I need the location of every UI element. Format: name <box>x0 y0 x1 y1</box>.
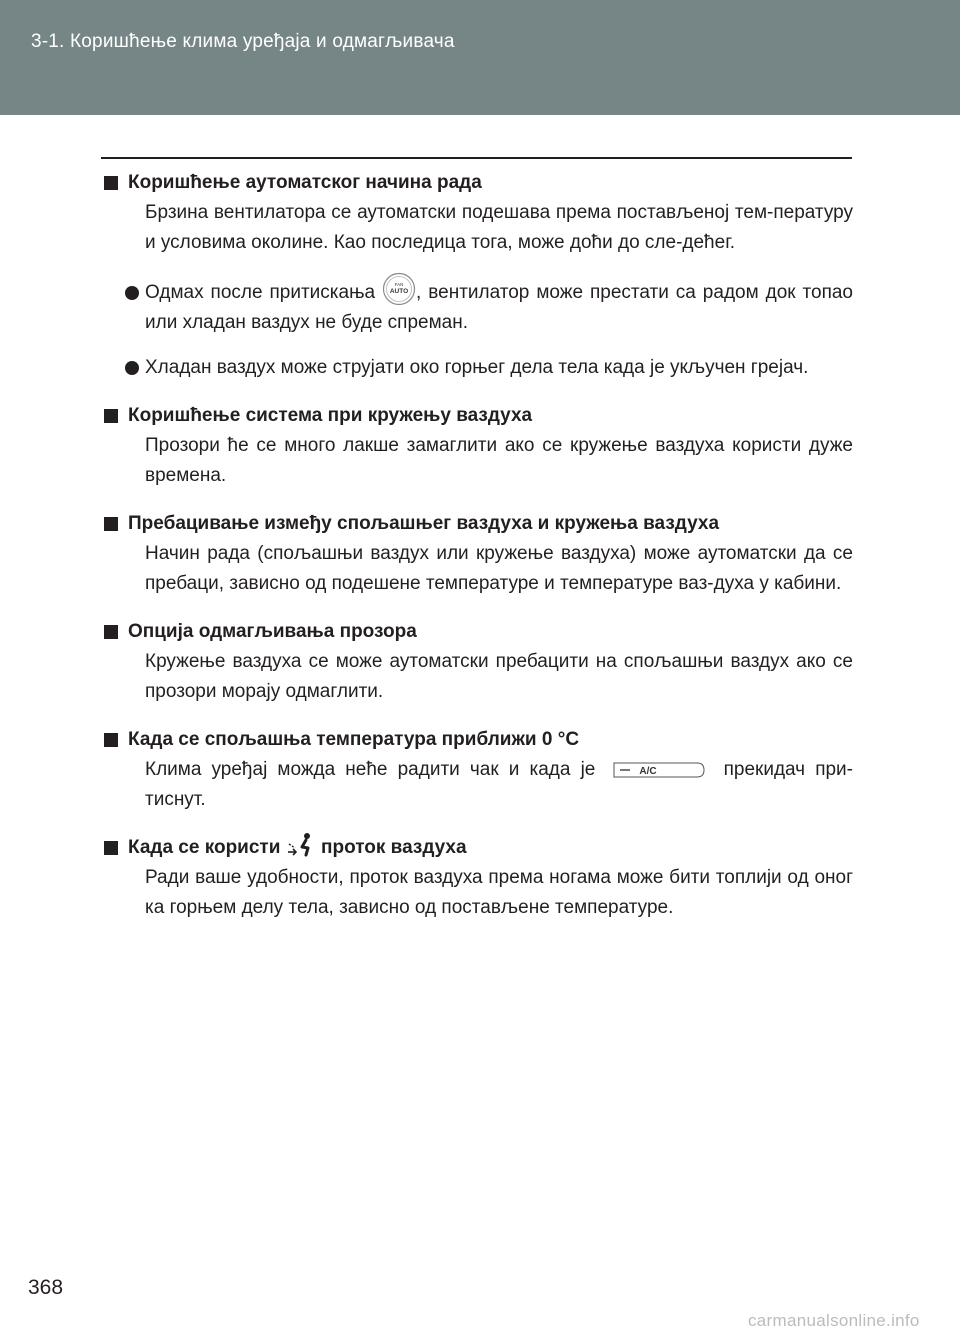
section-heading <box>101 509 853 539</box>
section-heading <box>101 725 853 755</box>
body-text-before: Клима уређај можда неће радити чак и када је <box>145 759 606 780</box>
ac-switch-icon <box>611 759 707 781</box>
bullet-item <box>101 278 853 338</box>
section-body: Прозори ће се много лакше замаглити ако се кружење ваздуха користи дуже времена. <box>145 435 853 486</box>
section-heading <box>101 401 853 431</box>
watermark: carmanualsonline.info <box>748 1311 920 1330</box>
heading-text: Када се спољашња температура приближи 0 °C <box>128 729 580 750</box>
bullet-text: Хладан ваздух може струјати око горњег дела тела када је укључен грејач. <box>145 357 809 378</box>
section-foot-airflow <box>101 833 853 923</box>
section-defog-option <box>101 617 853 707</box>
square-bullet-icon <box>104 733 118 747</box>
heading-text-before: Када се користи <box>128 837 286 858</box>
chapter-header-band <box>0 0 960 115</box>
square-bullet-icon <box>104 841 118 855</box>
heading-text: Коришћење аутоматског начина рада <box>128 172 482 193</box>
auto-icon-label: AUTO <box>389 287 409 295</box>
section-near-zero-temperature <box>101 725 853 815</box>
section-recirculation <box>101 401 853 491</box>
ac-switch-label: A/C <box>639 765 658 777</box>
section-heading <box>101 833 853 863</box>
page-number: 368 <box>28 1276 64 1299</box>
section-automatic-mode <box>101 168 853 383</box>
section-body: Кружење ваздуха се може аутоматски пребацити на спољашњи ваздух ако се прозори морају одмаглити. <box>145 651 853 702</box>
body-text-after: прекидач при-тиснут. <box>145 759 853 810</box>
heading-text-after: проток ваздуха <box>315 837 467 858</box>
section-body <box>101 755 853 815</box>
square-bullet-icon <box>104 176 118 190</box>
main-content <box>101 168 853 923</box>
heading-text: Опција одмагљивања прозора <box>128 621 417 642</box>
section-divider <box>101 157 852 159</box>
square-bullet-icon <box>104 517 118 531</box>
bullet-text-after: , вентилатор може престати са радом док топао или хладан ваздух не буде спреман. <box>145 282 853 333</box>
auto-button-icon <box>382 271 416 307</box>
square-bullet-icon <box>104 625 118 639</box>
section-air-switching <box>101 509 853 599</box>
section-heading <box>101 617 853 647</box>
bullet-text-before: Одмах после притискања <box>145 282 383 303</box>
auto-icon-small-label: FAN <box>394 281 404 287</box>
bullet-item <box>101 353 853 383</box>
round-bullet-icon <box>125 286 139 300</box>
section-body: Ради ваше удобности, проток ваздуха према ногама може бити топлији од оног ка горњем делу тела, зависно од постављене температуре. <box>145 867 853 918</box>
section-body: Брзина вентилатора се аутоматски подешава према постављеној тем-пературу и условима околине. Као последица тога, може доћи до сле-дећег. <box>145 202 853 253</box>
chapter-title: 3-1. Коришћење клима уређаја и одмагљивача <box>31 31 455 52</box>
section-body: Начин рада (спољашњи ваздух или кружење ваздуха) може аутоматски да се пребаци, зависно од подешене температуре и температуре ваз-духа у кабини. <box>145 543 853 594</box>
heading-text: Коришћење система при кружењу ваздуха <box>128 405 533 426</box>
round-bullet-icon <box>125 361 139 375</box>
section-heading <box>101 168 853 198</box>
heading-text: Пребацивање између спољашњег ваздуха и кружења ваздуха <box>128 513 720 534</box>
square-bullet-icon <box>104 409 118 423</box>
foot-airflow-icon <box>286 832 316 858</box>
